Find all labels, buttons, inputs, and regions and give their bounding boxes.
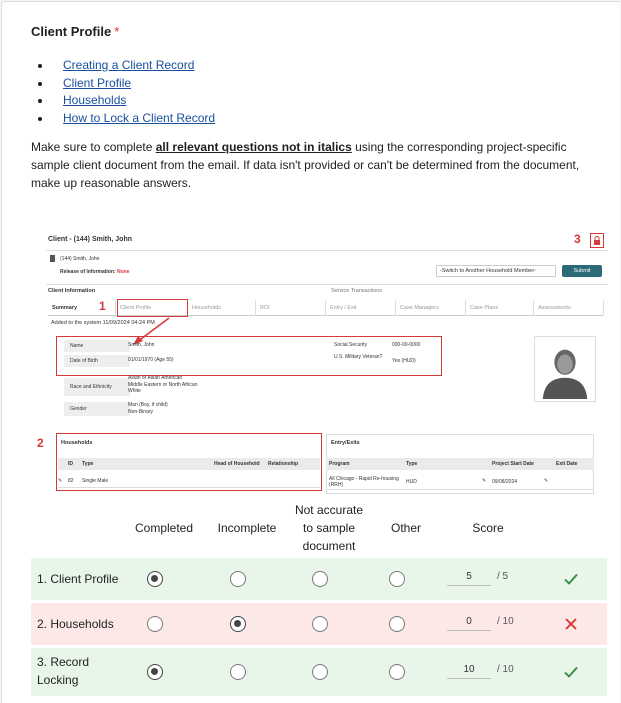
help-links <box>50 57 215 127</box>
link-item <box>50 57 215 75</box>
check-icon <box>563 664 579 680</box>
client-name-small: (144) Smith, John <box>60 256 100 262</box>
name-label: Name <box>64 340 130 352</box>
client-information-label: Client Information <box>48 288 96 294</box>
gender-label: Gender <box>64 402 130 416</box>
entry-exit-row: All Chicago - Rapid Re-housing (RRH) HUD ✎ 09/08/2024 ✎ <box>326 474 594 490</box>
radio-not[interactable] <box>312 571 328 587</box>
radio-not[interactable] <box>312 664 328 680</box>
added-date: Added to the system 11/09/2024 04:24 PM <box>51 320 155 326</box>
households-row: ✎ 82 Single Male <box>58 474 320 488</box>
instructions: Make sure to complete all relevant questions not in italics using the corresponding project-specific sample client document from the email. If data isn't provided or can't be determined from the document, make up reasonable answers. <box>31 140 580 190</box>
submit-button-image: Submit <box>562 265 602 277</box>
tab-case-plans: Case Plans <box>466 300 534 316</box>
row-label: 2. Households <box>37 617 114 631</box>
ssn-label: Social Security <box>334 342 368 348</box>
radio-incomplete[interactable] <box>230 616 246 632</box>
score-input[interactable] <box>447 568 491 586</box>
link-lock-client-record[interactable]: How to Lock a Client Record <box>63 110 216 125</box>
col-incomplete: Incomplete <box>217 521 277 535</box>
radio-completed[interactable] <box>147 664 163 680</box>
radio-other[interactable] <box>389 616 405 632</box>
tab-entry-exit: Entry / Exit <box>326 300 396 316</box>
question-row <box>31 603 607 645</box>
col-completed: Completed <box>134 521 194 535</box>
client-header: Client - (144) Smith, John <box>48 236 133 243</box>
row-label: 3. Record Locking <box>37 655 90 687</box>
veteran-label: U.S. Military Veteran? <box>334 354 383 360</box>
score-max: / 10 <box>497 664 514 675</box>
question-title: Client Profile * <box>31 24 120 39</box>
edit-icon: ✎ <box>58 478 63 484</box>
edit-icon: ✎ <box>482 478 487 484</box>
radio-completed[interactable] <box>147 616 163 632</box>
col-score: Score <box>472 521 504 535</box>
score-input[interactable] <box>447 613 491 631</box>
entry-exits-header: Program Type Project Start Date Exit Date <box>326 458 594 470</box>
switch-household-select: -Switch to Another Household Member- <box>436 265 556 277</box>
link-client-profile[interactable]: Client Profile <box>63 75 132 90</box>
households-title: Households <box>61 440 93 446</box>
reference-screenshot <box>37 228 608 493</box>
radio-other[interactable] <box>389 571 405 587</box>
divider <box>46 284 608 285</box>
tab-summary: Summary <box>48 300 116 316</box>
race-label: Race and Ethnicity <box>64 378 130 396</box>
col-not-accurate: Not accurate to sample document <box>294 503 364 553</box>
link-item <box>50 110 215 128</box>
link-households[interactable]: Households <box>63 93 127 107</box>
tab-assessments: Assessments <box>534 300 604 316</box>
link-creating-client-record[interactable]: Creating a Client Record <box>63 58 195 72</box>
tab-case-managers: Case Managers <box>396 300 466 316</box>
question-row <box>31 648 607 696</box>
col-other: Other <box>390 521 421 535</box>
callout-2: 2 <box>37 436 44 450</box>
entry-exits-title: Entry/Exits <box>331 440 360 446</box>
score-max: / 5 <box>497 571 509 582</box>
divider <box>46 250 608 251</box>
person-icon <box>535 337 595 401</box>
client-avatar <box>534 336 596 402</box>
row-label: 1. Client Profile <box>37 572 119 586</box>
name-value: Smith, John <box>128 342 155 348</box>
ssn-value: 000-00-0000 <box>392 342 421 348</box>
question-card <box>1 1 620 703</box>
gender-value: Man (Boy, if child) Non-Binary <box>128 402 168 415</box>
link-item <box>50 75 215 93</box>
required-marker: * <box>114 24 120 39</box>
service-transactions-label: Service Transactions <box>331 288 383 294</box>
tab-client-profile: Client Profile <box>116 300 188 316</box>
radio-other[interactable] <box>389 664 405 680</box>
check-icon <box>563 571 579 587</box>
lock-callout-box <box>590 233 604 248</box>
radio-incomplete[interactable] <box>230 571 246 587</box>
cross-icon <box>563 616 579 632</box>
race-value: Asian or Asian American Middle Eastern or North African White <box>128 375 198 394</box>
question-row <box>31 558 607 600</box>
callout-3: 3 <box>574 232 581 246</box>
dob-value: 01/01/1970 (Age 55) <box>128 357 174 363</box>
trash-icon <box>50 255 55 262</box>
dob-label: Date of Birth <box>64 355 130 367</box>
radio-completed[interactable] <box>147 571 163 587</box>
radio-incomplete[interactable] <box>230 664 246 680</box>
link-item <box>50 92 215 110</box>
score-input[interactable] <box>447 661 491 679</box>
edit-icon: ✎ <box>544 478 549 484</box>
lock-icon <box>593 236 601 245</box>
veteran-value: Yes (HUD) <box>392 358 416 364</box>
households-table-header: ID Type Head of Household Relationship <box>58 458 320 470</box>
callout-1: 1 <box>99 299 106 313</box>
radio-not[interactable] <box>312 616 328 632</box>
client-profile-callout-box <box>117 299 188 317</box>
tab-households: Households <box>188 300 256 316</box>
release-of-information: Release of Information: None <box>60 269 130 275</box>
tab-roi: ROI <box>256 300 326 316</box>
score-max: / 10 <box>497 616 514 627</box>
